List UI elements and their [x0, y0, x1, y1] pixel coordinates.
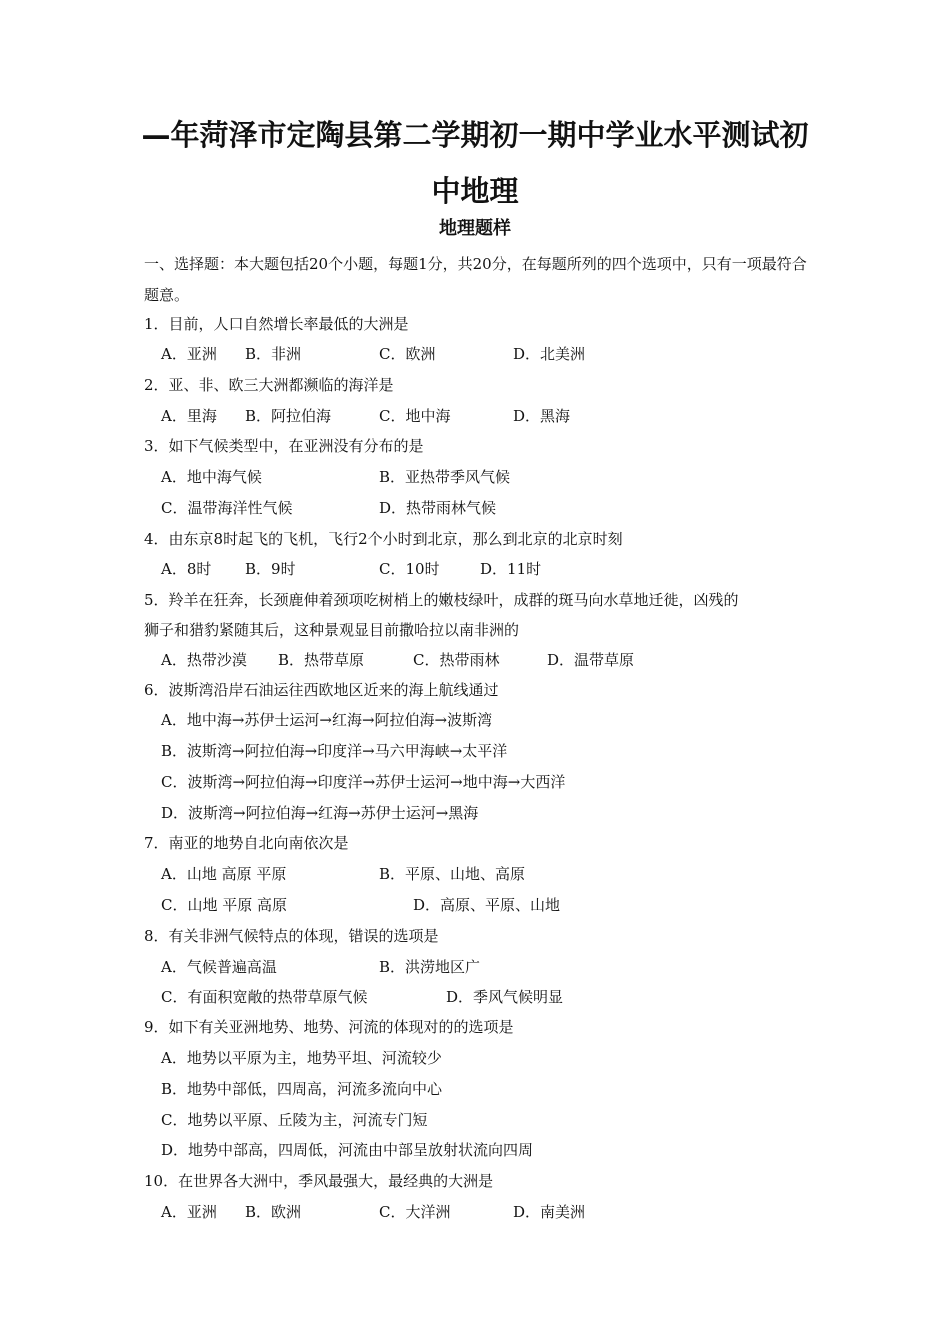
option: B．平原、山地、高原 [379, 865, 526, 883]
option: A．山地 高原 平原 [161, 865, 287, 883]
option: C．有面积宽敞的热带草原气候 [161, 988, 368, 1006]
option: C．地势以平原、丘陵为主，河流专门短 [161, 1111, 428, 1129]
option: C．大洋洲 [379, 1203, 451, 1221]
option: C．欧洲 [379, 345, 436, 363]
option: B．地势中部低，四周高，河流多流向中心 [161, 1080, 443, 1098]
option: C．热带雨林 [413, 651, 500, 669]
question-stem: 2．亚、非、欧三大洲都濒临的海洋是 [144, 376, 394, 394]
option: B．洪涝地区广 [379, 958, 481, 976]
question-stem: 4．由东京8时起飞的飞机，飞行2个小时到北京，那么到北京的北京时刻 [144, 530, 623, 548]
page-title [120, 107, 830, 219]
option: D．南美洲 [513, 1203, 586, 1221]
title-line-1: —年菏泽市定陶县第二学期初一期中学业水平测试初 [141, 118, 809, 152]
option: C．地中海 [379, 407, 451, 425]
option: C．10时 [379, 560, 440, 578]
option: A．亚洲 [161, 345, 217, 363]
option: A．地势以平原为主，地势平坦、河流较少 [161, 1049, 442, 1067]
option: A．亚洲 [161, 1203, 217, 1221]
option: D．高原、平原、山地 [413, 896, 561, 914]
option: C．波斯湾→阿拉伯海→印度洋→苏伊士运河→地中海→大西洋 [161, 773, 566, 791]
page-subtitle: 地理题样 [439, 218, 511, 239]
option: D．黑海 [513, 407, 571, 425]
option: B．欧洲 [245, 1203, 302, 1221]
option: B．波斯湾→阿拉伯海→印度洋→马六甲海峡→太平洋 [161, 742, 508, 760]
option: A．地中海→苏伊士运河→红海→阿拉伯海→波斯湾 [161, 711, 493, 729]
question-stem: 8．有关非洲气候特点的体现，错误的选项是 [144, 927, 439, 945]
option: A．8时 [161, 560, 212, 578]
option: D．11时 [480, 560, 542, 578]
option: A．气候普遍高温 [161, 958, 277, 976]
question-stem: 9．如下有关亚洲地势、地势、河流的体现对的的选项是 [144, 1018, 514, 1036]
question-stem: 6．波斯湾沿岸石油运往西欧地区近来的海上航线通过 [144, 681, 499, 699]
option: B．亚热带季风气候 [379, 468, 511, 486]
option: D．波斯湾→阿拉伯海→红海→苏伊士运河→黑海 [161, 804, 479, 822]
question-stem: 7．南亚的地势自北向南依次是 [144, 834, 349, 852]
question-stem: 1．目前，人口自然增长率最低的大洲是 [144, 315, 409, 333]
option: C．山地 平原 高原 [161, 896, 288, 914]
option: B．非洲 [245, 345, 302, 363]
section-intro: 一、选择题：本大题包括20个小题，每题1分，共20分，在每题所列的四个选项中，只有一项最符合题意。 [144, 255, 807, 304]
question-stem: 10．在世界各大洲中，季风最强大，最经典的大洲是 [144, 1172, 494, 1190]
option: A．热带沙漠 [161, 651, 247, 669]
option: B．阿拉伯海 [245, 407, 332, 425]
option: D．北美洲 [513, 345, 586, 363]
option: D．热带雨林气候 [379, 499, 497, 517]
option: B．9时 [245, 560, 296, 578]
question-stem: 5．羚羊在狂奔，长颈鹿伸着颈项吃树梢上的嫩枝绿叶，成群的斑马向水草地迁徙，凶残的 [144, 591, 739, 609]
question-stem-continued: 狮子和猎豹紧随其后，这种景观显目前撒哈拉以南非洲的 [144, 621, 520, 639]
question-stem: 3．如下气候类型中，在亚洲没有分布的是 [144, 437, 424, 455]
option: B．热带草原 [278, 651, 365, 669]
option: D．地势中部高，四周低，河流由中部呈放射状流向四周 [161, 1141, 534, 1159]
title-line-2: 中地理 [431, 174, 519, 208]
option: A．地中海气候 [161, 468, 262, 486]
option: D．季风气候明显 [446, 988, 564, 1006]
option: D．温带草原 [547, 651, 635, 669]
option: A．里海 [161, 407, 217, 425]
option: C．温带海洋性气候 [161, 499, 293, 517]
